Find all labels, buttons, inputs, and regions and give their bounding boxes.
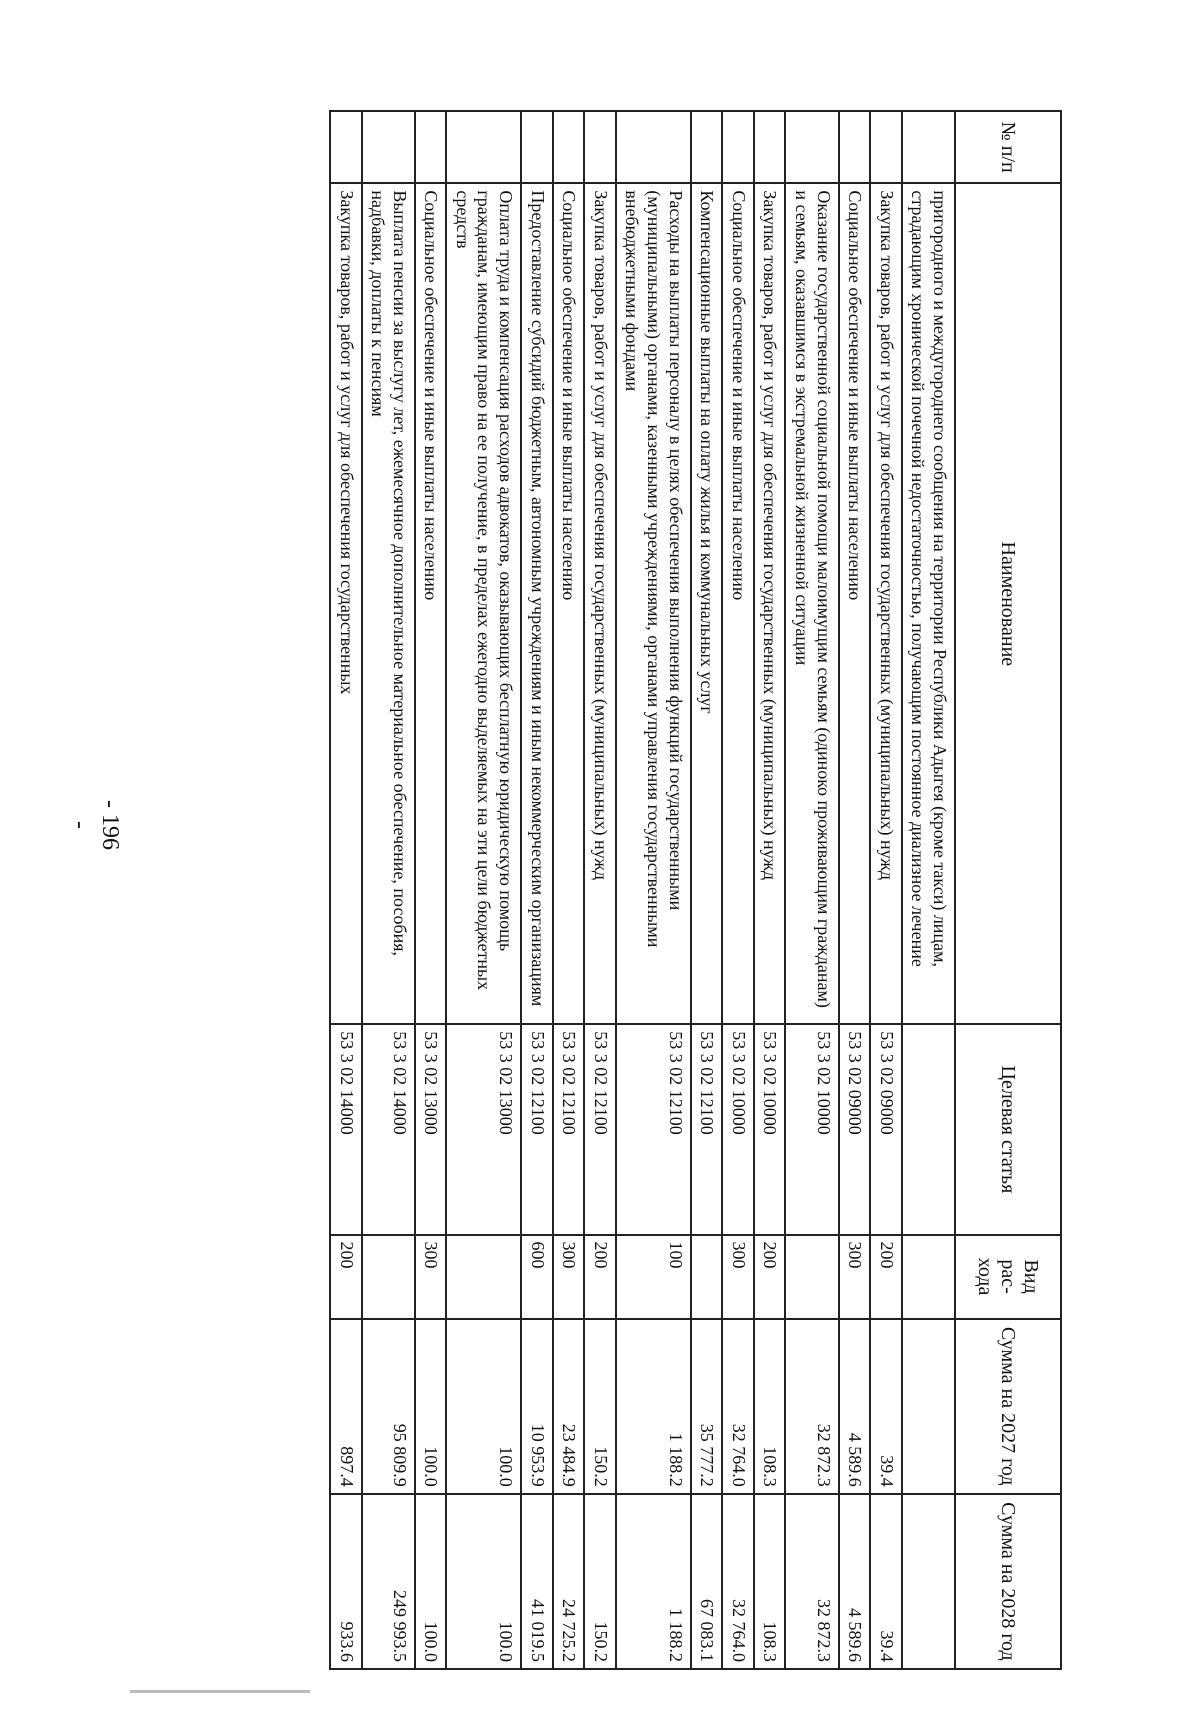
cell-sum-2028: 249 993.5 — [362, 1494, 415, 1669]
cell-no — [839, 111, 871, 183]
header-name: Наименование — [955, 183, 1061, 1024]
table-row — [330, 111, 362, 1669]
cell-name: Социальное обеспечение и иные выплаты населению — [415, 183, 447, 1024]
header-code: Целевая статья — [955, 1024, 1061, 1234]
cell-code: 53 3 02 09000 — [839, 1024, 871, 1234]
cell-name: Предоставление субсидий бюджетным, автономным учреждениям и иным некоммерческим организациям — [521, 183, 553, 1024]
cell-name: Выплата пенсии за выслугу лет, ежемесячное дополнительное материальное обеспечение, пособия, надбавки, доплаты к пенсиям — [362, 183, 415, 1024]
cell-name: Социальное обеспечение и иные выплаты населению — [722, 183, 754, 1024]
table-row — [362, 111, 415, 1669]
page-number: - 196 - — [67, 800, 123, 850]
cell-code: 53 3 02 13000 — [415, 1024, 447, 1234]
header-kind: Вид рас- хода — [955, 1235, 1061, 1319]
cell-name: Закупка товаров, работ и услуг для обеспечения государственных — [330, 183, 362, 1024]
rotator — [142, 110, 1062, 1670]
table-row — [870, 111, 902, 1669]
cell-kind: 300 — [553, 1235, 585, 1319]
cell-name: Расходы на выплаты персоналу в целях обеспечения выполнения функций государственными (муниципальными) органами, казенными учреждениями, органами управления государственными внебюджетными фондами — [616, 183, 691, 1024]
cell-code: 53 3 02 13000 — [446, 1024, 521, 1234]
cell-sum-2027: 95 809.9 — [362, 1319, 415, 1494]
table-row — [691, 111, 723, 1669]
cell-no — [362, 111, 415, 183]
cell-sum-2027: 32 764.0 — [722, 1319, 754, 1494]
cell-sum-2027: 108.3 — [754, 1319, 786, 1494]
cell-name: Социальное обеспечение и иные выплаты населению — [839, 183, 871, 1024]
cell-code: 53 3 02 10000 — [785, 1024, 838, 1234]
table-row — [722, 111, 754, 1669]
table-row — [616, 111, 691, 1669]
cell-sum-2027: 150.2 — [584, 1319, 616, 1494]
cell-sum-2028: 67 083.1 — [691, 1494, 723, 1669]
budget-table — [329, 110, 1062, 1670]
cell-no — [870, 111, 902, 183]
cell-sum-2028: 32 764.0 — [722, 1494, 754, 1669]
table-row — [415, 111, 447, 1669]
rotated-table-wrapper — [142, 110, 1062, 1670]
table-row — [521, 111, 553, 1669]
table-header-row — [955, 111, 1061, 1669]
table-row — [553, 111, 585, 1669]
cell-name: Закупка товаров, работ и услуг для обеспечения государственных (муниципальных) нужд — [754, 183, 786, 1024]
cell-name: Оказание государственной социальной помощи малоимущим семьям (одиноко проживающим гражданам) и семьям, оказавшимся в экстремальной жизненной ситуации — [785, 183, 838, 1024]
cell-kind — [785, 1235, 838, 1319]
cell-code: 53 3 02 12100 — [616, 1024, 691, 1234]
cell-sum-2028: 100.0 — [446, 1494, 521, 1669]
cell-sum-2027: 23 484.9 — [553, 1319, 585, 1494]
cell-sum-2027: 897.4 — [330, 1319, 362, 1494]
cell-sum-2027: 1 188.2 — [616, 1319, 691, 1494]
cell-no — [446, 111, 521, 183]
cell-code: 53 3 02 12100 — [584, 1024, 616, 1234]
cell-name: Закупка товаров, работ и услуг для обеспечения государственных (муниципальных) нужд — [584, 183, 616, 1024]
cell-kind: 300 — [839, 1235, 871, 1319]
cell-code: 53 3 02 14000 — [362, 1024, 415, 1234]
cell-sum-2028: 24 725.2 — [553, 1494, 585, 1669]
cell-sum-2028: 4 589.6 — [839, 1494, 871, 1669]
cell-name: Закупка товаров, работ и услуг для обеспечения государственных (муниципальных) нужд — [870, 183, 902, 1024]
cell-kind: 200 — [870, 1235, 902, 1319]
cell-sum-2027: 10 953.9 — [521, 1319, 553, 1494]
cell-code: 53 3 02 10000 — [754, 1024, 786, 1234]
cell-kind: 200 — [330, 1235, 362, 1319]
cell-code: 53 3 02 14000 — [330, 1024, 362, 1234]
table-header — [955, 111, 1061, 1669]
cell-code: 53 3 02 12100 — [691, 1024, 723, 1234]
table-row — [839, 111, 871, 1669]
cell-sum-2028: 32 872.3 — [785, 1494, 838, 1669]
cell-sum-2027: 4 589.6 — [839, 1319, 871, 1494]
cell-kind — [691, 1235, 723, 1319]
cell-code: 53 3 02 12100 — [521, 1024, 553, 1234]
cell-sum-2028 — [902, 1494, 955, 1669]
cell-kind — [446, 1235, 521, 1319]
table-row — [754, 111, 786, 1669]
cell-sum-2028: 150.2 — [584, 1494, 616, 1669]
cell-kind: 200 — [584, 1235, 616, 1319]
header-no: № п/п — [955, 111, 1061, 183]
cell-name: Социальное обеспечение и иные выплаты населению — [553, 183, 585, 1024]
cell-sum-2027: 100.0 — [415, 1319, 447, 1494]
cell-no — [691, 111, 723, 183]
cell-kind: 300 — [722, 1235, 754, 1319]
cell-no — [722, 111, 754, 183]
cell-kind: 200 — [754, 1235, 786, 1319]
table-row — [785, 111, 838, 1669]
cell-no — [553, 111, 585, 183]
cell-code: 53 3 02 10000 — [722, 1024, 754, 1234]
cell-sum-2028: 39.4 — [870, 1494, 902, 1669]
cell-sum-2027 — [902, 1319, 955, 1494]
cell-sum-2028: 100.0 — [415, 1494, 447, 1669]
header-sum-2027: Сумма на 2027 год — [955, 1319, 1061, 1494]
cell-no — [754, 111, 786, 183]
header-sum-2028: Сумма на 2028 год — [955, 1494, 1061, 1669]
table-row — [584, 111, 616, 1669]
cell-code — [902, 1024, 955, 1234]
cell-sum-2028: 108.3 — [754, 1494, 786, 1669]
cell-sum-2027: 35 777.2 — [691, 1319, 723, 1494]
cell-code: 53 3 02 09000 — [870, 1024, 902, 1234]
table-body — [330, 111, 955, 1669]
cell-code: 53 3 02 12100 — [553, 1024, 585, 1234]
cell-no — [616, 111, 691, 183]
cell-no — [902, 111, 955, 183]
cell-name: Оплата труда и компенсация расходов адвокатов, оказывающих бесплатную юридическую помощь гражданам, имеющим право на ее получение, в пределах ежегодно выделяемых на эти цели бюджетных средств — [446, 183, 521, 1024]
cell-sum-2027: 100.0 — [446, 1319, 521, 1494]
cell-kind: 600 — [521, 1235, 553, 1319]
cell-name: Компенсационные выплаты на оплату жилья и коммунальных услуг — [691, 183, 723, 1024]
cell-kind — [362, 1235, 415, 1319]
cell-no — [584, 111, 616, 183]
cell-name: пригородного и междугороднего сообщения на территории Республики Адыгея (кроме такси) лицам, страдающим хронической почечной недостаточностью, получающим постоянное диализное лечение — [902, 183, 955, 1024]
cell-sum-2028: 1 188.2 — [616, 1494, 691, 1669]
scan-artifact-line — [130, 1690, 310, 1693]
table-row — [902, 111, 955, 1669]
cell-sum-2027: 39.4 — [870, 1319, 902, 1494]
cell-no — [330, 111, 362, 183]
cell-no — [785, 111, 838, 183]
table-row — [446, 111, 521, 1669]
cell-sum-2027: 32 872.3 — [785, 1319, 838, 1494]
cell-kind — [902, 1235, 955, 1319]
cell-sum-2028: 933.6 — [330, 1494, 362, 1669]
cell-kind: 100 — [616, 1235, 691, 1319]
cell-kind: 300 — [415, 1235, 447, 1319]
cell-sum-2028: 41 019.5 — [521, 1494, 553, 1669]
cell-no — [521, 111, 553, 183]
cell-no — [415, 111, 447, 183]
